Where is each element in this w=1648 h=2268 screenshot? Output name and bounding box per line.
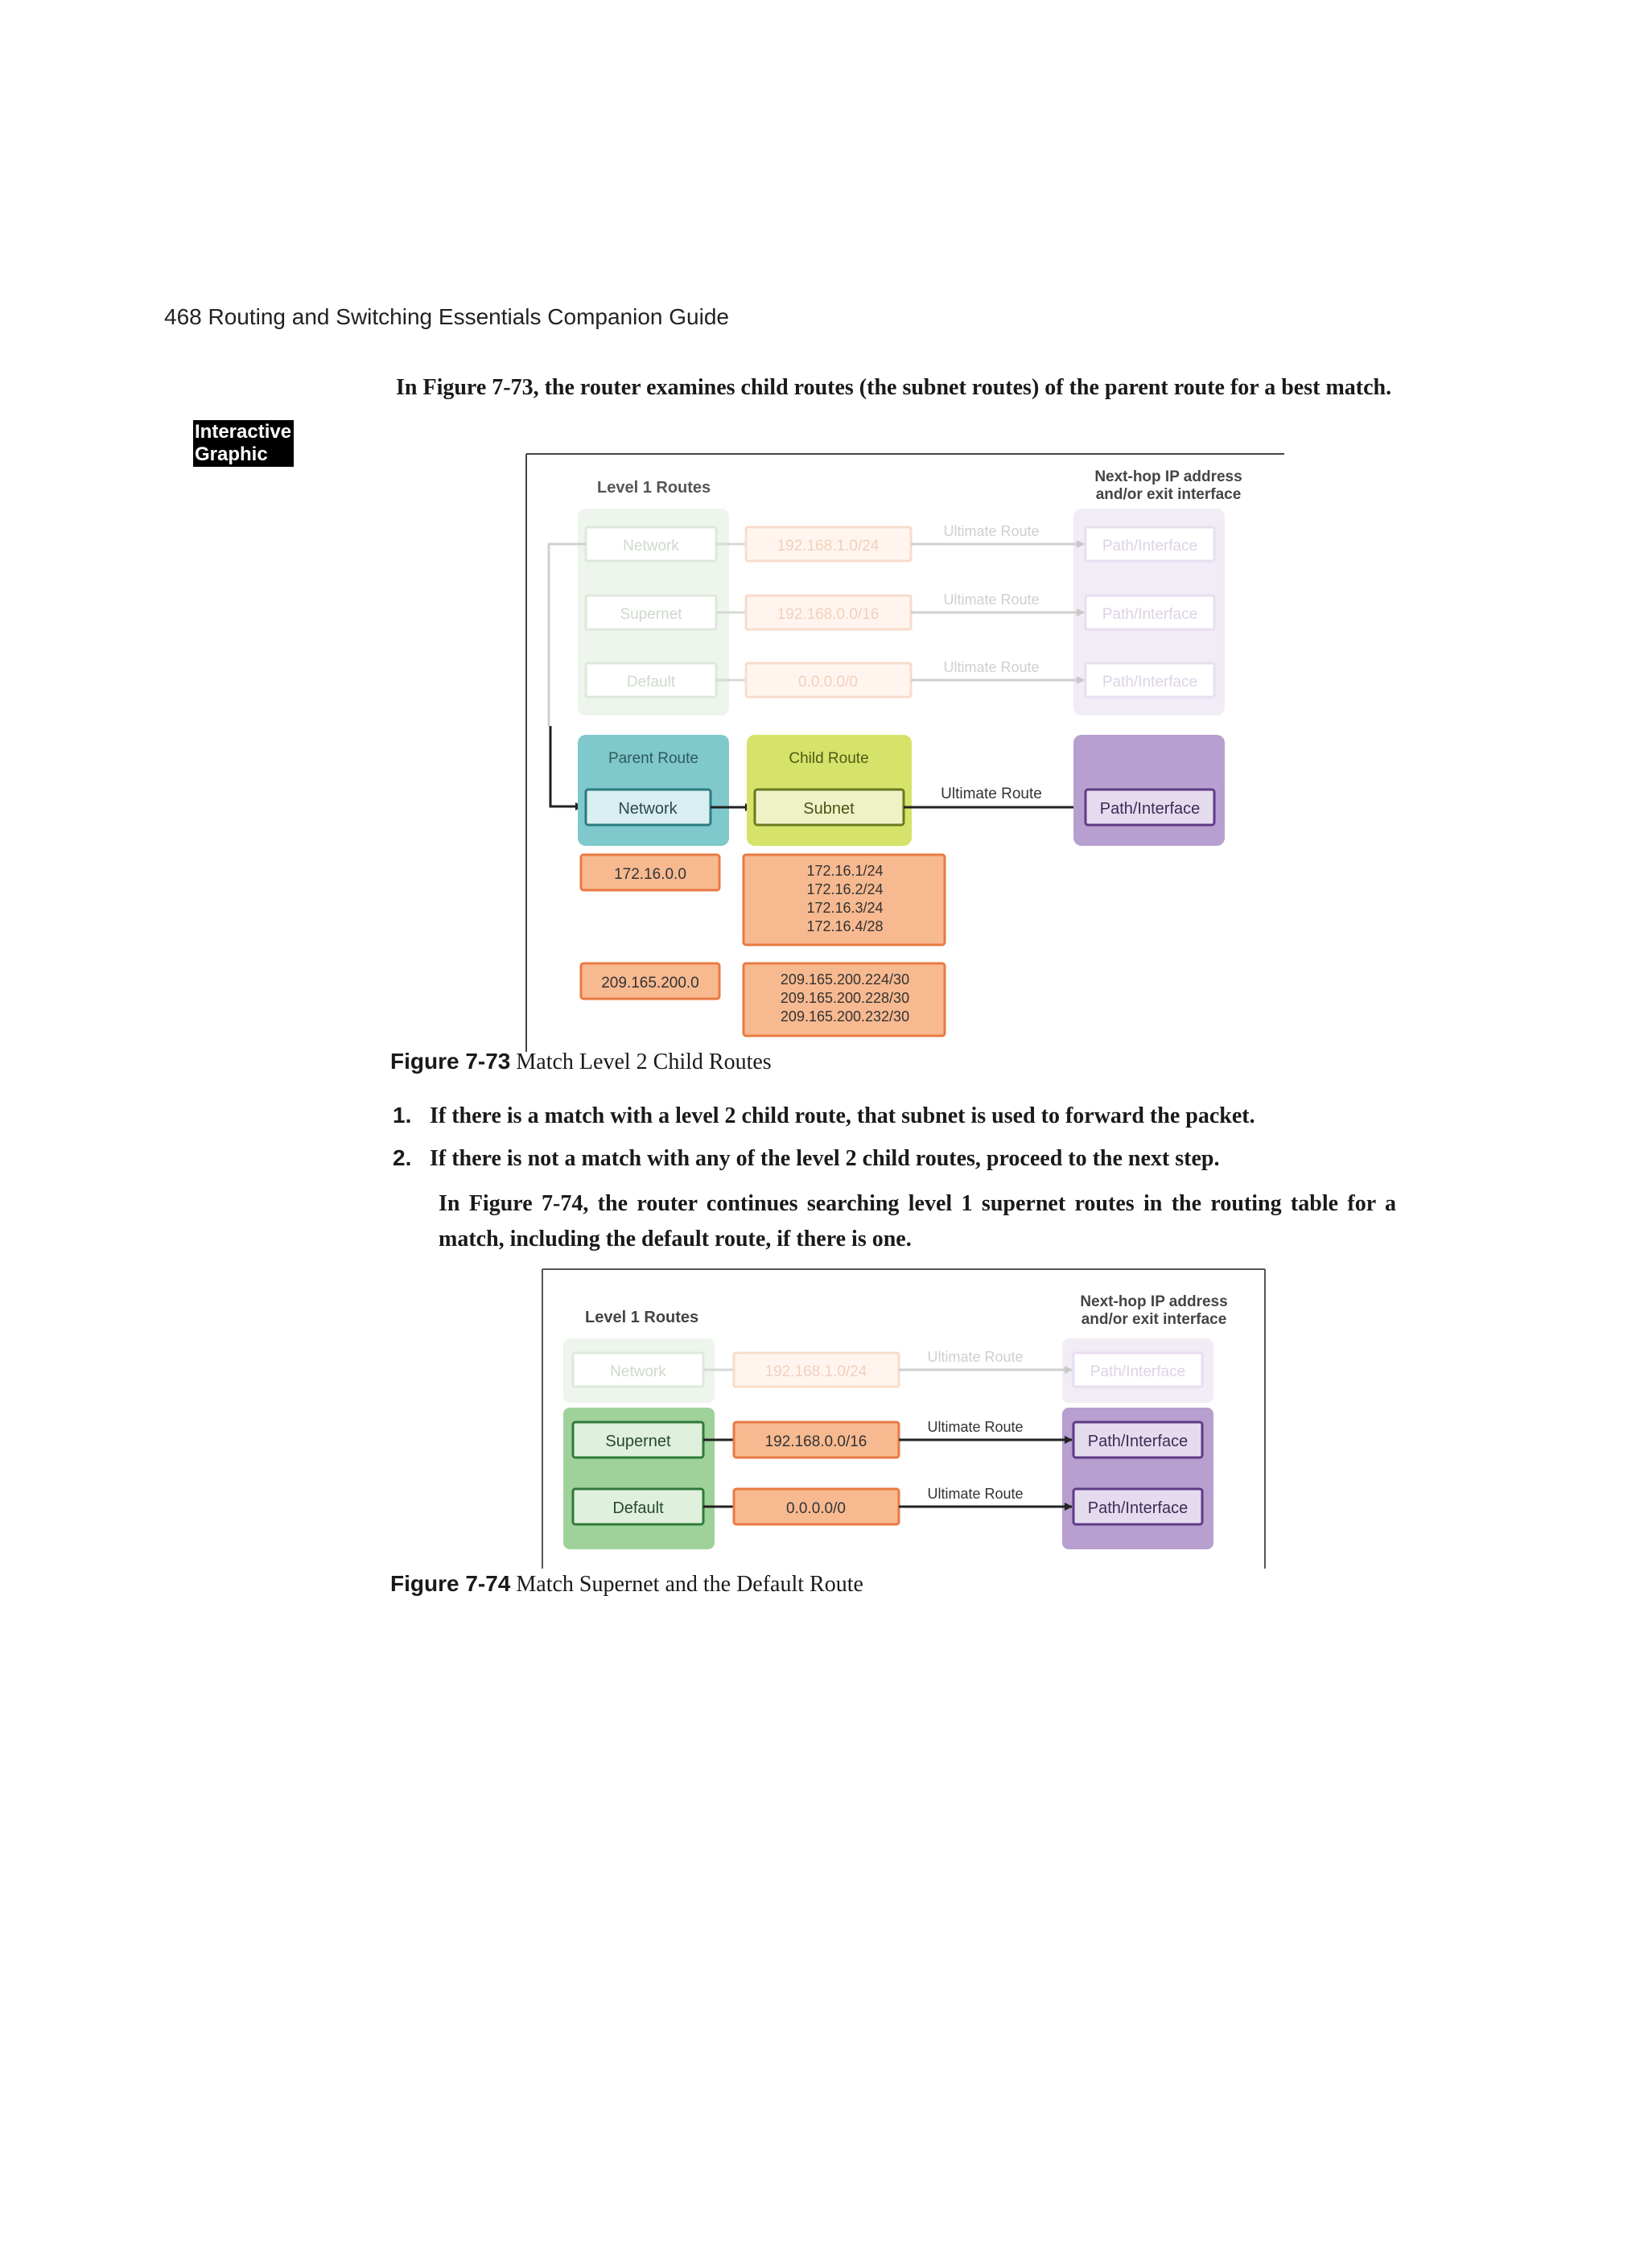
faded-ultimate-route-label: Ultimate Route — [943, 592, 1040, 608]
faded-ultimate-route-label: Ultimate Route — [927, 1349, 1024, 1365]
faded-default-value: 0.0.0.0/0 — [798, 674, 858, 691]
faded-path-label: Path/Interface — [1102, 674, 1198, 691]
caption-label: Figure 7-74 — [390, 1571, 511, 1596]
nexthop-title-line2: and/or exit interface — [1081, 1311, 1227, 1328]
figure-7-73-diagram — [525, 452, 1289, 1056]
example1-child: 172.16.4/28 — [806, 918, 884, 934]
faded-path-label: Path/Interface — [1102, 538, 1198, 555]
step-number: 1. — [393, 1103, 412, 1128]
faded-default-label: Default — [626, 674, 676, 691]
faded-row-supernet — [586, 592, 1214, 629]
step-text: If there is not a match with any of the level 2 child routes, proceed to the next step. — [430, 1146, 1220, 1171]
example2-child: 209.165.200.224/30 — [780, 971, 910, 988]
example2-child: 209.165.200.228/30 — [780, 990, 910, 1006]
nexthop-title-line1: Next-hop IP address — [1080, 1293, 1228, 1310]
ultimate-route-label: Ultimate Route — [941, 786, 1042, 802]
default-label: Default — [612, 1499, 664, 1517]
step-number: 2. — [393, 1145, 412, 1170]
path-interface-label: Path/Interface — [1087, 1499, 1189, 1517]
example1-child: 172.16.2/24 — [806, 881, 884, 897]
figure-7-73-caption — [390, 1049, 772, 1075]
step-2 — [393, 1145, 1219, 1172]
supernet-value: 192.168.0.0/16 — [764, 1433, 867, 1450]
default-value: 0.0.0.0/0 — [786, 1500, 846, 1517]
caption-text: Match Level 2 Child Routes — [510, 1049, 772, 1074]
child-subnet-label: Subnet — [803, 800, 855, 818]
faded-network-value: 192.168.1.0/24 — [764, 1363, 867, 1380]
nexthop-title-line1: Next-hop IP address — [1094, 468, 1242, 485]
path-interface-label: Path/Interface — [1087, 1433, 1189, 1450]
row-supernet — [573, 1419, 1202, 1458]
intro-paragraph: In Figure 7-73, the router examines child routes (the subnet routes) of the parent route for a best match. — [396, 375, 1392, 400]
parent-route-title: Parent Route — [608, 750, 698, 767]
faded-supernet-label: Supernet — [620, 606, 682, 623]
badge-line1: Interactive — [195, 421, 292, 443]
parent-network-label: Network — [618, 800, 678, 818]
faded-path-label: Path/Interface — [1090, 1363, 1186, 1380]
interactive-graphic-badge[interactable] — [193, 420, 294, 467]
figure-7-74-diagram — [541, 1268, 1273, 1573]
example2-parent-value: 209.165.200.0 — [601, 975, 699, 992]
ultimate-route-label: Ultimate Route — [927, 1419, 1024, 1435]
faded-ultimate-route-label: Ultimate Route — [943, 523, 1040, 539]
example2-child: 209.165.200.232/30 — [780, 1008, 910, 1025]
faded-network-value: 192.168.1.0/24 — [777, 538, 880, 555]
level1-routes-title: Level 1 Routes — [585, 1309, 699, 1326]
example1-child: 172.16.3/24 — [806, 900, 884, 916]
child-route-title: Child Route — [789, 750, 869, 767]
faded-row-network — [586, 523, 1214, 561]
faded-network-label: Network — [610, 1363, 666, 1380]
supernet-label: Supernet — [605, 1433, 671, 1450]
faded-network-label: Network — [623, 538, 679, 555]
example1-parent-value: 172.16.0.0 — [614, 866, 686, 883]
faded-supernet-value: 192.168.0.0/16 — [777, 606, 880, 623]
step-text: If there is a match with a level 2 child route, that subnet is used to forward the packet. — [430, 1103, 1255, 1128]
step-1 — [393, 1103, 1255, 1129]
second-paragraph: In Figure 7-74, the router continues searching level 1 supernet routes in the routing table for a match, including the default route, if there is one. — [439, 1191, 1396, 1252]
path-interface-label: Path/Interface — [1099, 800, 1201, 818]
faded-path-label: Path/Interface — [1102, 606, 1198, 623]
faded-row-network — [573, 1349, 1202, 1387]
faded-ultimate-route-label: Ultimate Route — [943, 659, 1040, 675]
running-header: 468 Routing and Switching Essentials Companion Guide — [164, 304, 729, 329]
example1-child: 172.16.1/24 — [806, 863, 884, 879]
caption-label: Figure 7-73 — [390, 1049, 511, 1074]
nexthop-title-line2: and/or exit interface — [1095, 486, 1242, 503]
badge-line2: Graphic — [195, 443, 268, 465]
level1-routes-title: Level 1 Routes — [597, 479, 711, 497]
ultimate-route-label: Ultimate Route — [927, 1486, 1024, 1502]
caption-text: Match Supernet and the Default Route — [510, 1572, 863, 1597]
faded-row-default — [586, 659, 1214, 697]
row-default — [573, 1486, 1202, 1524]
figure-7-74-caption — [390, 1571, 863, 1598]
